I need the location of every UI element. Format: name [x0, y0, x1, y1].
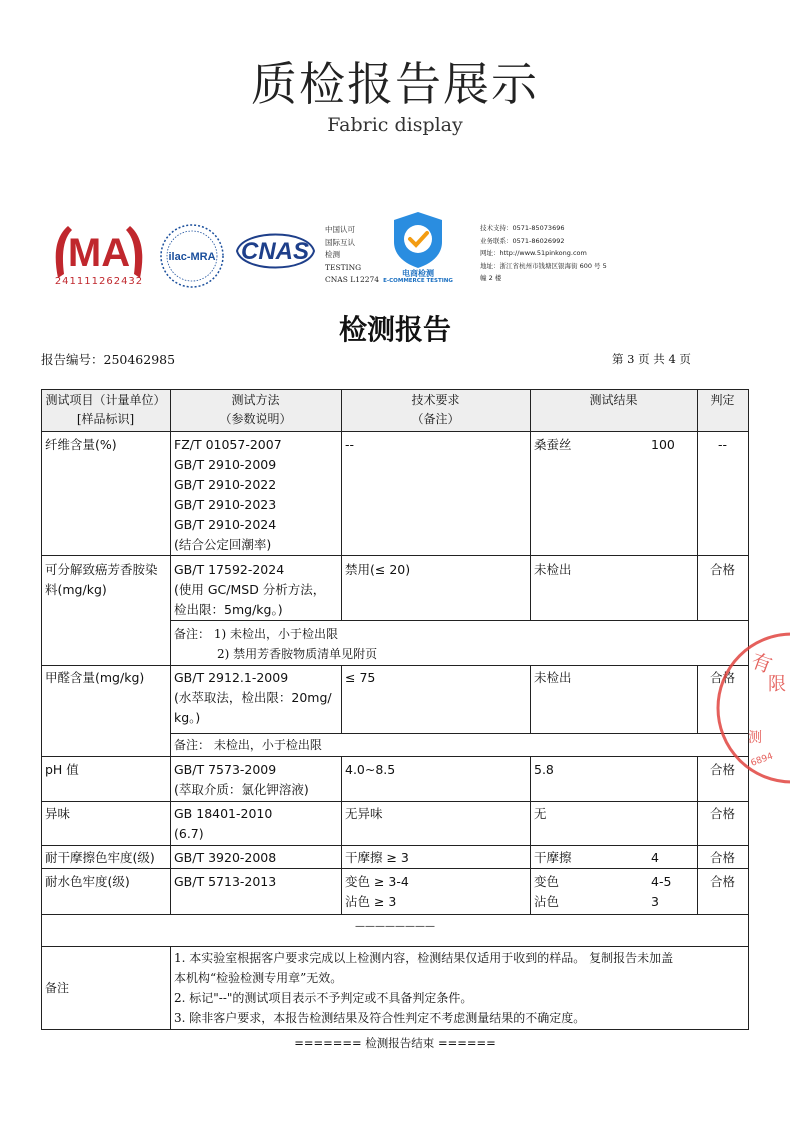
cma-number: 241111262432	[54, 276, 144, 287]
water-verdict: 合格	[709, 874, 735, 889]
report-number: 报告编号：250462985	[41, 352, 176, 367]
table-border	[41, 431, 749, 432]
header-verdict: 判定	[710, 393, 735, 407]
dry-rub-verdict: 合格	[709, 850, 735, 865]
water-requirement: 变色 ≥ 3-4 沾色 ≥ 3	[345, 874, 409, 909]
report-title: 检测报告	[338, 313, 451, 346]
table-border	[170, 733, 749, 734]
formaldehyde-methods: GB/T 2912.1-2009 (水萃取法，检出限：20mg/ kg。)	[174, 670, 332, 725]
fiber-verdict: --	[717, 437, 728, 452]
odor-requirement: 无异味	[345, 806, 383, 821]
fiber-result-name: 桑蚕丝	[534, 437, 572, 452]
table-border	[170, 946, 171, 1030]
table-border	[530, 665, 531, 734]
header-method: 测试方法 （参数说明）	[219, 393, 292, 426]
table-border	[697, 389, 698, 621]
cnas-logo	[233, 225, 318, 277]
fiber-methods: FZ/T 01057-2007 GB/T 2910-2009 GB/T 2910-2022 GB/T 2910-2023 GB/T 2910-2024 (结合公定回潮率)	[174, 437, 282, 552]
ph-methods: GB/T 7573-2009 (萃取介质：氯化钾溶液)	[174, 762, 309, 797]
fiber-requirement: --	[345, 437, 355, 452]
table-border	[530, 756, 531, 915]
header-requirement: 技术要求 （备注）	[411, 393, 460, 426]
svg-text:测: 测	[748, 730, 762, 746]
table-border	[41, 801, 749, 802]
table-border	[341, 756, 342, 915]
table-border	[41, 845, 749, 846]
table-border	[41, 756, 749, 757]
formaldehyde-verdict: 合格	[709, 670, 735, 685]
cnas-description: 中国认可 国际互认 检测 TESTING CNAS L12274	[325, 225, 380, 285]
tech-support: 技术支持：0571-85073696	[480, 224, 565, 232]
remarks-line-2: 2. 标记"--"的测试项目表示不予判定或不具备判定条件。	[174, 991, 473, 1005]
table-border	[41, 389, 749, 390]
table-border	[341, 665, 342, 734]
remarks-line-3: 3. 除非客户要求，本报告检测结果及符合性判定不考虑测量结果的不确定度。	[174, 1011, 586, 1025]
water-result-names: 变色 沾色	[534, 874, 560, 909]
table-border	[41, 1029, 749, 1030]
address-cont: 幢 2 楼	[480, 274, 502, 283]
page-title: 质检报告展示	[251, 57, 539, 111]
azo-requirement: 禁用(≤ 20)	[345, 562, 411, 577]
business-contact: 业务联系：0571-86026992	[480, 236, 565, 245]
fiber-result-value: 100	[651, 437, 675, 452]
table-border	[41, 665, 749, 666]
water-item: 耐水色牢度(级)	[45, 874, 130, 889]
formaldehyde-result: 未检出	[534, 670, 572, 685]
formaldehyde-item: 甲醛含量(mg/kg)	[45, 670, 145, 685]
header-item: 测试项目（计量单位） [样品标识]	[45, 393, 166, 426]
ph-item: pH 值	[45, 762, 79, 777]
table-border	[41, 555, 749, 556]
fiber-item: 纤维含量(%)	[45, 437, 117, 452]
dry-rub-result-value: 4	[651, 850, 659, 865]
ecommerce-label-cn: 电商检测	[402, 269, 434, 278]
red-seal-stamp	[712, 628, 790, 788]
page-number: 第 3 页 共 4 页	[612, 352, 691, 366]
formaldehyde-note: 备注： 未检出，小于检出限	[174, 738, 322, 752]
cnas-letters: CNAS	[240, 238, 310, 265]
ecommerce-label-en: E-COMMERCE TESTING	[383, 278, 453, 284]
formaldehyde-requirement: ≤ 75	[345, 670, 376, 685]
report-end-marker: ======= 检测报告结束 ======	[294, 1036, 496, 1050]
contact-info	[480, 222, 650, 285]
table-border	[41, 946, 749, 947]
address: 地址：浙江省杭州市钱塘区银海街 600 号 5	[480, 261, 607, 270]
water-method: GB/T 5713-2013	[174, 874, 277, 889]
azo-verdict: 合格	[709, 562, 735, 577]
ilac-mra-logo	[158, 222, 226, 290]
ph-requirement: 4.0~8.5	[345, 762, 396, 777]
azo-note-1: 备注： 1) 未检出，小于检出限	[174, 627, 338, 641]
table-border	[170, 389, 171, 915]
odor-methods: GB 18401-2010 (6.7)	[174, 806, 273, 841]
ph-verdict: 合格	[709, 762, 735, 777]
ph-result: 5.8	[534, 762, 554, 777]
remarks-label: 备注	[45, 981, 70, 995]
table-border	[41, 914, 749, 915]
azo-item: 可分解致癌芳香胺染 料(mg/kg)	[45, 562, 158, 597]
website: 网址：http://www.51pinkong.com	[480, 249, 587, 258]
dry-rub-result-name: 干摩擦	[534, 850, 572, 865]
azo-note-2: 2) 禁用芳香胺物质清单见附页	[217, 647, 378, 661]
remarks-line-1: 1. 本实验室根据客户要求完成以上检测内容，检测结果仅适用于收到的样品。 复制报告未加盖	[174, 951, 674, 965]
table-border	[41, 868, 749, 869]
svg-text:有: 有	[748, 648, 776, 678]
dry-rub-item: 耐干摩擦色牢度(级)	[45, 850, 155, 865]
cma-letters: MA	[67, 231, 131, 275]
table-border	[170, 620, 749, 621]
table-separator: ————————	[355, 921, 435, 932]
odor-verdict: 合格	[709, 806, 735, 821]
page-subtitle: Fabric display	[327, 114, 463, 136]
ilac-text: ilac-MRA	[168, 251, 216, 263]
water-result-values: 4-5 3	[651, 874, 672, 909]
dry-rub-requirement: 干摩擦 ≥ 3	[345, 850, 409, 865]
azo-methods: GB/T 17592-2024 (使用 GC/MSD 分析方法， 检出限：5mg/kg。)	[174, 562, 326, 617]
header-result: 测试结果	[589, 393, 638, 407]
remarks-line-1b: 本机构“检验检测专用章”无效。	[174, 971, 343, 985]
svg-text:限: 限	[768, 674, 786, 695]
odor-result: 无	[534, 806, 547, 821]
azo-result: 未检出	[534, 562, 572, 577]
dry-rub-method: GB/T 3920-2008	[174, 850, 277, 865]
table-border	[530, 389, 531, 621]
odor-item: 异味	[45, 806, 71, 821]
svg-text:6894: 6894	[749, 751, 775, 769]
